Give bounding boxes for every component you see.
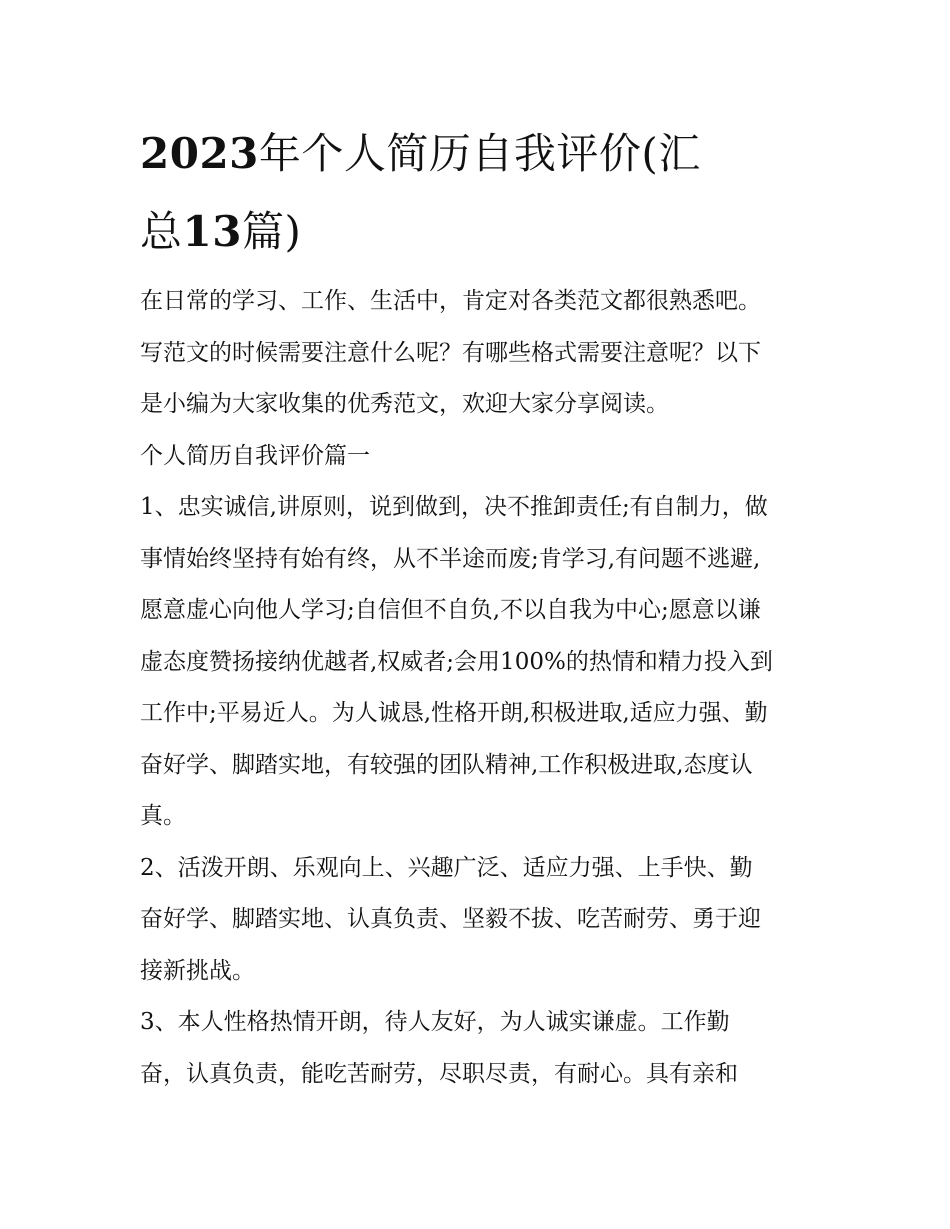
item-paragraph-3: 3、本人性格热情开朗，待人友好，为人诚实谦虚。工作勤 奋，认真负责，能吃苦耐劳，尽职尽责，有耐心。具有亲和	[140, 1009, 738, 1087]
title-text: 年个人简历自我评价(汇	[258, 129, 701, 178]
section-heading: 个人简历自我评价篇一	[140, 442, 370, 469]
title-text-cont: 总	[140, 207, 183, 256]
title-year: 2023	[140, 129, 259, 178]
item-paragraph-1: 1、忠实诚信,讲原则，说到做到，决不推卸责任;有自制力，做 事情始终坚持有始有终，从不半途而废;肯学习,有问题不逃避, 愿意虚心向他人学习;自信但不自负,不以自我为中心;愿意以谦 虚态度赞扬接纳优越者,权威者;会用100%的热情和精力投入到 工作中;平易近人。为人诚恳,性格开朗,积极进取,适应力强、勤 奋好学、脚踏实地，有较强的团队精神,工作积极进取,态度认 真。	[140, 494, 773, 829]
document-body	[140, 276, 820, 1100]
title-text-end: 篇)	[241, 207, 302, 256]
title-count: 13	[182, 207, 242, 256]
intro-paragraph: 在日常的学习、工作、生活中，肯定对各类范文都很熟悉吧。 写范文的时候需要注意什么呢？有哪些格式需要注意呢？以下 是小编为大家收集的优秀范文，欢迎大家分享阅读。	[140, 288, 761, 417]
item-paragraph-2: 2、活泼开朗、乐观向上、兴趣广泛、适应力强、上手快、勤 奋好学、脚踏实地、认真负责、坚毅不拔、吃苦耐劳、勇于迎 接新挑战。	[140, 854, 761, 984]
document-title	[140, 115, 830, 271]
